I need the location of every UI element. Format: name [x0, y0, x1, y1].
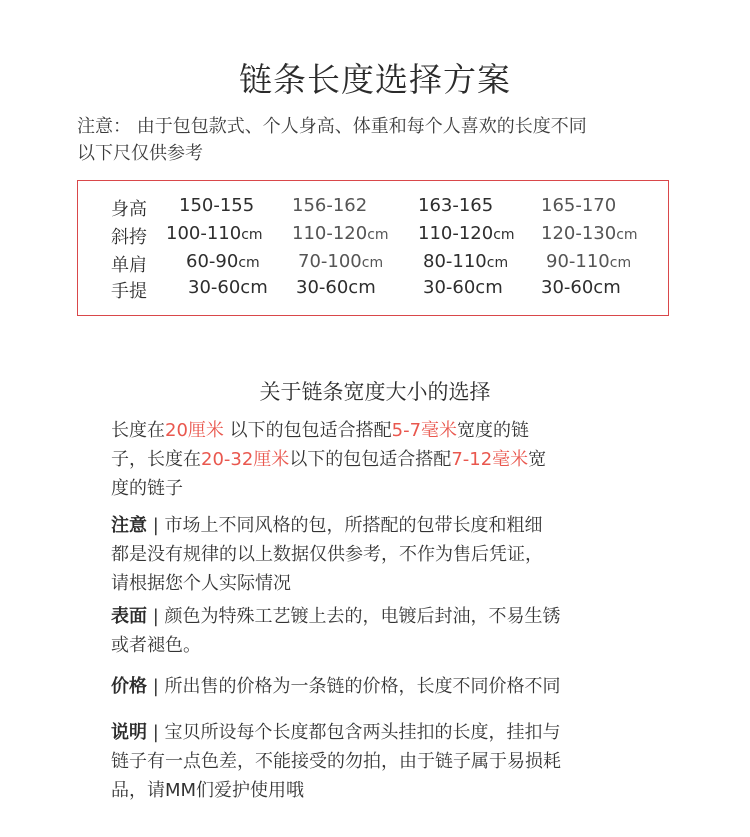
table-cell: [541, 223, 638, 244]
paragraph-line: [111, 511, 631, 540]
table-cell: 150-155: [179, 195, 255, 216]
cell-value: 110-120: [418, 223, 494, 244]
surface-label: 表面: [111, 606, 147, 627]
table-cell: 156-162: [292, 195, 368, 216]
page-title: 链条长度选择方案: [239, 60, 511, 99]
row-label: 手提: [111, 281, 147, 302]
table-cell: 30-60cm: [188, 277, 268, 298]
cell-unit: cm: [241, 227, 263, 243]
surface-paragraph: [111, 602, 631, 660]
cell-value: 60-90: [186, 251, 239, 272]
highlight-width: 5-7毫米: [391, 420, 458, 441]
price-paragraph: [111, 672, 631, 701]
highlight-length: 20-32厘米: [201, 449, 290, 470]
cell-value: 100-110: [166, 223, 242, 244]
paragraph-line: 请根据您个人实际情况: [111, 573, 291, 594]
cell-unit: cm: [493, 227, 515, 243]
separator: |: [147, 722, 165, 743]
notice-label: 注意: [111, 515, 147, 536]
table-row: [78, 223, 668, 249]
price-label: 价格: [111, 676, 147, 697]
table-row: [78, 251, 668, 277]
text: 宽度的链: [457, 420, 530, 441]
table-cell: [546, 251, 631, 272]
paragraph-line: [111, 602, 631, 631]
cell-unit: cm: [367, 227, 389, 243]
cell-value: 110-120: [292, 223, 368, 244]
table-cell: [292, 223, 389, 244]
paragraph-line: [111, 718, 631, 747]
size-table: [77, 180, 669, 316]
cell-unit: cm: [616, 227, 638, 243]
section-title: 关于链条宽度大小的选择: [259, 380, 491, 404]
separator: |: [147, 515, 165, 536]
paragraph-line: 都是没有规律的以上数据仅供参考，不作为售后凭证，: [111, 544, 543, 565]
cell-value: 80-110: [423, 251, 487, 272]
row-label: 单肩: [111, 255, 147, 276]
cell-unit: cm: [486, 255, 509, 271]
table-cell: [298, 251, 383, 272]
table-cell: [166, 223, 263, 244]
row-label: 斜挎: [111, 227, 147, 248]
table-cell: [186, 251, 260, 272]
paragraph-line: 或者褪色。: [111, 635, 201, 656]
cell-value: 70-100: [298, 251, 362, 272]
explain-label: 说明: [111, 722, 147, 743]
table-row: [78, 195, 668, 221]
table-cell: 30-60cm: [423, 277, 503, 298]
paragraph-line: 度的链子: [111, 478, 183, 499]
paragraph-line: 品，请MM们爱护使用哦: [111, 780, 305, 801]
width-paragraph: [111, 416, 631, 503]
paragraph-line: [111, 445, 631, 474]
table-cell: [423, 251, 508, 272]
note-line-2: 以下尺仅供参考: [77, 143, 203, 164]
explain-paragraph: [111, 718, 631, 805]
text: 以下的包包适合搭配: [223, 420, 392, 441]
highlight-width: 7-12毫米: [451, 449, 529, 470]
row-label: 身高: [111, 199, 147, 220]
table-cell: 165-170: [541, 195, 617, 216]
paragraph-line: [111, 672, 631, 701]
cell-unit: cm: [609, 255, 632, 271]
table-cell: 163-165: [418, 195, 494, 216]
text: 长度在: [111, 420, 165, 441]
cell-value: 90-110: [546, 251, 610, 272]
paragraph-line: 链子有一点色差，不能接受的勿拍，由于链子属于易损耗: [111, 751, 561, 772]
cell-value: 120-130: [541, 223, 617, 244]
text: 宝贝所设每个长度都包含两头挂扣的长度，挂扣与: [164, 722, 561, 743]
notice-paragraph: [111, 511, 631, 598]
table-cell: 30-60cm: [541, 277, 621, 298]
separator: |: [147, 606, 165, 627]
text: 颜色为特殊工艺镀上去的，电镀后封油，不易生锈: [164, 606, 561, 627]
text: 市场上不同风格的包，所搭配的包带长度和粗细: [164, 515, 543, 536]
separator: |: [147, 676, 165, 697]
cell-unit: cm: [238, 255, 260, 271]
table-row: [78, 277, 668, 303]
paragraph-line: [111, 416, 631, 445]
table-cell: [418, 223, 515, 244]
note-line-1: 注意： 由于包包款式、个人身高、体重和每个人喜欢的长度不同: [77, 116, 587, 137]
table-cell: 30-60cm: [296, 277, 376, 298]
text: 以下的包包适合搭配: [289, 449, 452, 470]
text: 宽: [528, 449, 547, 470]
highlight-length: 20厘米: [165, 420, 224, 441]
cell-unit: cm: [361, 255, 384, 271]
text: 所出售的价格为一条链的价格，长度不同价格不同: [164, 676, 561, 697]
text: 子，长度在: [111, 449, 201, 470]
